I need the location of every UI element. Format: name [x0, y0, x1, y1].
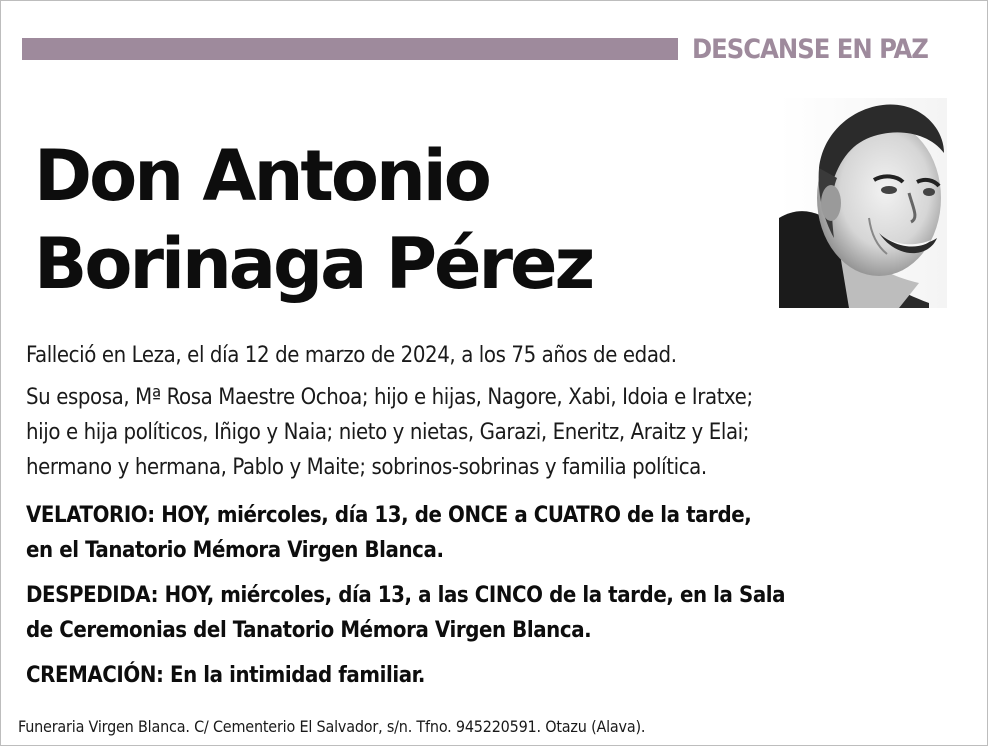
despedida-line: de Ceremonias del Tanatorio Mémora Virgen Blanca. — [26, 618, 592, 643]
family-list — [26, 380, 966, 485]
cremacion-info — [26, 658, 966, 693]
funeral-home-footer: Funeraria Virgen Blanca. C/ Cementerio El Salvador, s/n. Tfno. 945220591. Otazu (Alava). — [18, 717, 646, 736]
family-line: hijo e hija políticos, Iñigo y Naia; nieto y nietas, Garazi, Eneritz, Araitz y Elai; — [26, 420, 750, 445]
header-accent-bar — [22, 38, 678, 60]
deceased-name-line1: Don Antonio — [34, 135, 489, 217]
deceased-name-line2: Borinaga Pérez — [34, 223, 593, 305]
velatorio-line: en el Tanatorio Mémora Virgen Blanca. — [26, 538, 444, 563]
family-line: hermano y hermana, Pablo y Maite; sobrinos-sobrinas y familia política. — [26, 455, 707, 480]
deceased-name — [34, 132, 754, 308]
portrait-photo — [779, 98, 947, 308]
cremacion-line: CREMACIÓN: En la intimidad familiar. — [26, 663, 426, 688]
velatorio-line: VELATORIO: HOY, miércoles, día 13, de ONCE a CUATRO de la tarde, — [26, 503, 752, 528]
death-notice — [26, 338, 966, 373]
death-notice-line: Falleció en Leza, el día 12 de marzo de 2024, a los 75 años de edad. — [26, 343, 677, 368]
header-title: DESCANSE EN PAZ — [692, 34, 928, 65]
family-line: Su esposa, Mª Rosa Maestre Ochoa; hijo e hijas, Nagore, Xabi, Idoia e Iratxe; — [26, 385, 753, 410]
despedida-info — [26, 578, 966, 648]
velatorio-info — [26, 498, 966, 568]
despedida-line: DESPEDIDA: HOY, miércoles, día 13, a las CINCO de la tarde, en la Sala — [26, 583, 786, 608]
